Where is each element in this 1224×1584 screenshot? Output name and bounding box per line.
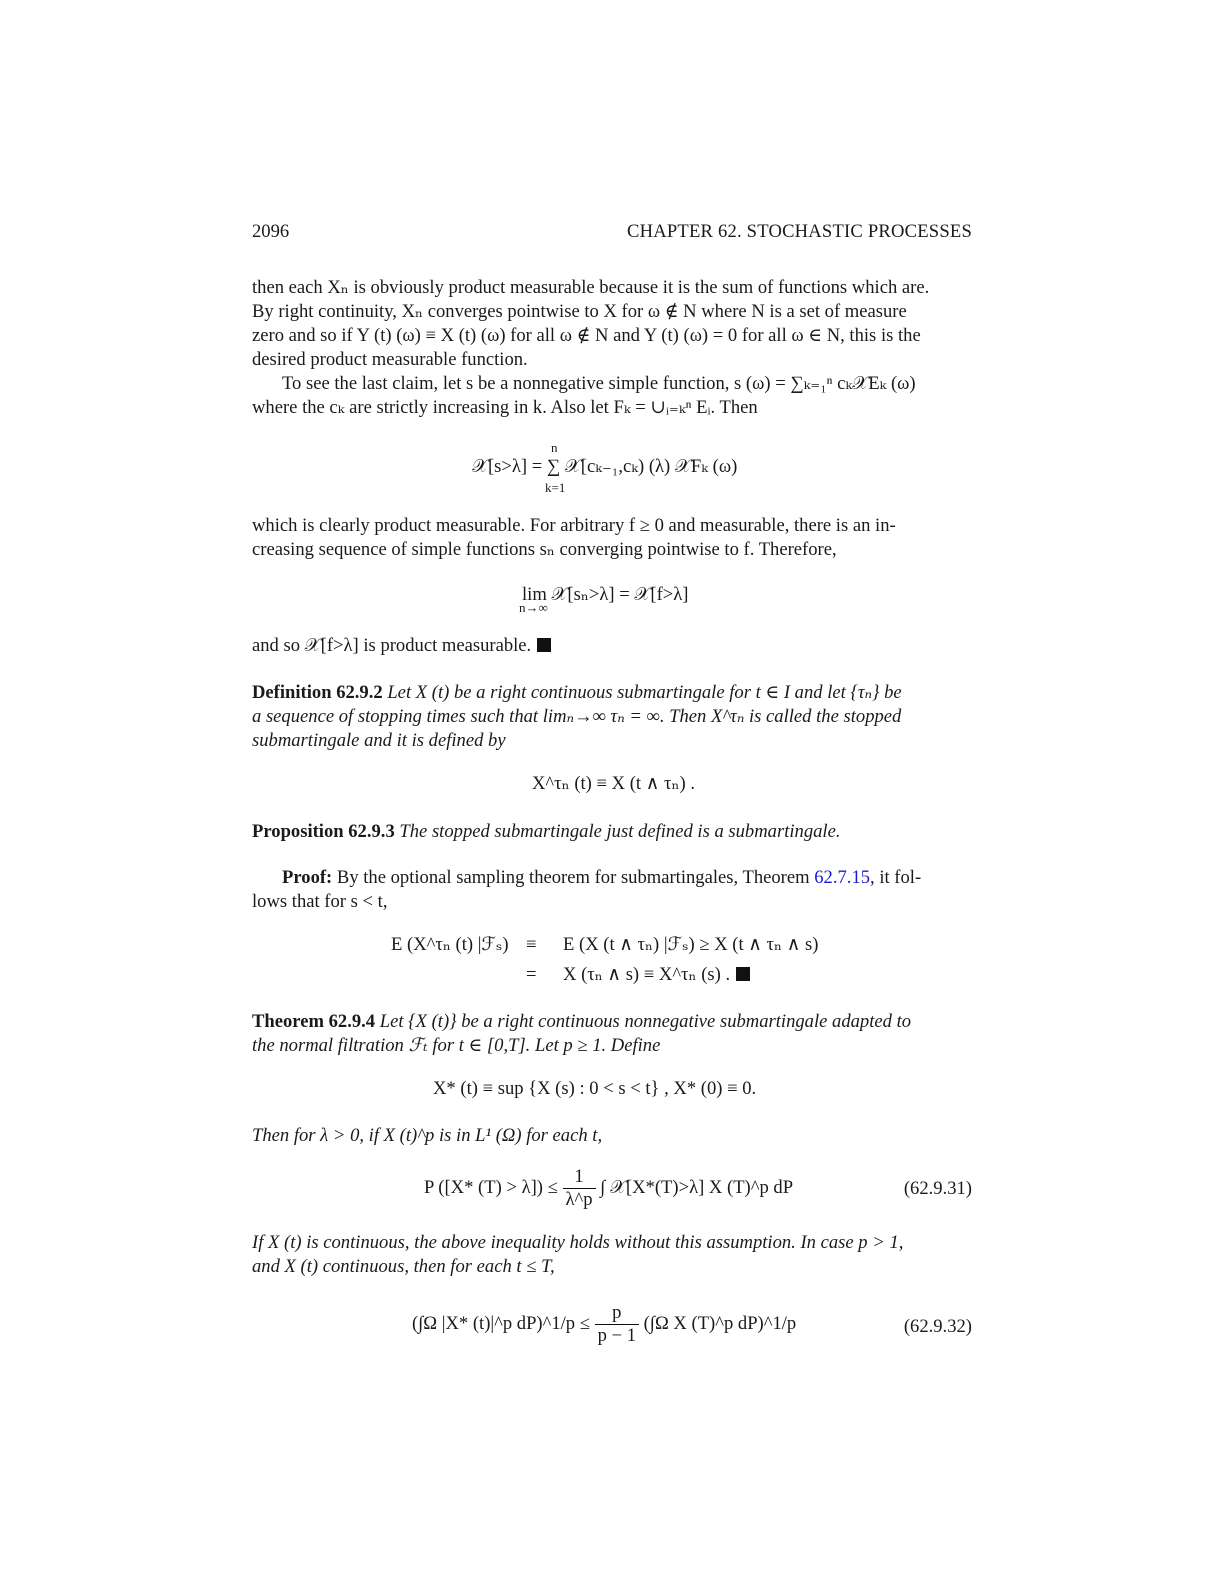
limit-subscript: n→∞ xyxy=(519,600,548,615)
para2-line2: where the cₖ are strictly increasing in k. Also let Fₖ = ∪ᵢ₌ₖⁿ Eᵢ. Then xyxy=(252,397,758,418)
definition-equation: X^τₙ (t) ≡ X (t ∧ τₙ) . xyxy=(532,773,695,794)
proof-line2: lows that for s < t, xyxy=(252,891,388,912)
proof-row1-left: E (X^τₙ (t) |ℱₛ) xyxy=(391,934,509,955)
proof-row2-op: = xyxy=(526,964,537,985)
para4-text: and so 𝒳[f>λ] is product measurable. xyxy=(252,635,532,656)
proposition-label: Proposition 62.9.3 xyxy=(252,821,395,842)
para1-line4: desired product measurable function. xyxy=(252,349,528,370)
theorem-line5: and X (t) continuous, then for each t ≤ T, xyxy=(252,1256,555,1277)
theorem-line3: Then for λ > 0, if X (t)^p is in L¹ (Ω) for each t, xyxy=(252,1125,603,1146)
definition-label: Definition 62.9.2 xyxy=(252,682,383,703)
para1-line3: zero and so if Y (t) (ω) ≡ X (t) (ω) for all ω ∉ N and Y (t) (ω) = 0 for all ω ∈ N, this is the xyxy=(252,325,921,346)
eq31 xyxy=(424,1166,793,1211)
proof-qed-symbol xyxy=(736,967,750,981)
eq31-frac-numerator: 1 xyxy=(563,1166,596,1189)
proof-line1 xyxy=(282,866,972,890)
page-number: 2096 xyxy=(252,221,290,242)
para1-line1: then each Xₙ is obviously product measurable because it is the sum of functions which are. xyxy=(252,277,930,298)
proposition-text: The stopped submartingale just defined is a submartingale. xyxy=(399,821,841,842)
eq32-left: (∫Ω |X* (t)|^p dP)^1/p ≤ xyxy=(412,1312,590,1334)
eq32-fraction xyxy=(595,1302,639,1347)
eq31-fraction xyxy=(563,1166,596,1211)
theorem-reference-link[interactable]: 62.7.15 xyxy=(814,867,871,888)
definition-text1: Let X (t) be a right continuous submartingale for t ∈ I and let {τₙ} be xyxy=(387,682,902,703)
para4-line xyxy=(252,634,972,658)
equation-sum: 𝒳[s>λ] = ∑ 𝒳[cₖ₋₁,cₖ) (λ) 𝒳Fₖ (ω) xyxy=(472,456,738,477)
sum-lower-limit: k=1 xyxy=(545,480,566,495)
equation-limit: lim 𝒳[sₙ>λ] = 𝒳[f>λ] xyxy=(522,584,689,605)
sum-upper-limit: n xyxy=(551,440,558,455)
eq31-left: P ([X* (T) > λ]) ≤ xyxy=(424,1176,558,1198)
proof-row1-op: ≡ xyxy=(526,934,537,955)
theorem-sup-definition: X* (t) ≡ sup {X (s) : 0 < s < t} , X* (0) ≡ 0. xyxy=(433,1078,757,1099)
proof-text1b: , it fol- xyxy=(870,867,922,888)
definition-line1 xyxy=(252,681,972,705)
chapter-title: CHAPTER 62. STOCHASTIC PROCESSES xyxy=(627,221,972,242)
eq32-frac-numerator: p xyxy=(595,1302,639,1325)
eq32-frac-denominator: p − 1 xyxy=(597,1325,637,1346)
eq31-frac-denominator: λ^p xyxy=(565,1189,593,1210)
proof-text1a: By the optional sampling theorem for submartingales, Theorem xyxy=(336,867,810,888)
proof-row2-right: X (τₙ ∧ s) ≡ X^τₙ (s) . xyxy=(563,964,731,985)
proof-label: Proof: xyxy=(282,867,333,888)
eq32-number: (62.9.32) xyxy=(903,1316,972,1337)
definition-line2: a sequence of stopping times such that limₙ→∞ τₙ = ∞. Then X^τₙ is called the stopped xyxy=(252,706,902,727)
proposition-line xyxy=(252,820,972,844)
eq31-number: (62.9.31) xyxy=(903,1178,972,1199)
para1-line2: By right continuity, Xₙ converges pointwise to X for ω ∉ N where N is a set of measure xyxy=(252,301,907,322)
proof-row1-right: E (X (t ∧ τₙ) |ℱₛ) ≥ X (t ∧ τₙ ∧ s) xyxy=(563,934,819,955)
theorem-text1: Let {X (t)} be a right continuous nonnegative submartingale adapted to xyxy=(379,1011,912,1032)
theorem-line2: the normal filtration ℱₜ for t ∈ [0,T]. Let p ≥ 1. Define xyxy=(252,1035,661,1056)
definition-line3: submartingale and it is defined by xyxy=(252,730,506,751)
eq31-right: ∫ 𝒳[X*(T)>λ] X (T)^p dP xyxy=(600,1176,794,1198)
para3-line1: which is clearly product measurable. For arbitrary f ≥ 0 and measurable, there is an in- xyxy=(252,515,896,536)
eq32-right: (∫Ω X (T)^p dP)^1/p xyxy=(643,1312,797,1334)
proof-row2 xyxy=(563,964,750,986)
para2-line1: To see the last claim, let s be a nonnegative simple function, s (ω) = ∑ₖ₌₁ⁿ cₖ𝒳Eₖ (ω) xyxy=(282,373,916,394)
qed-symbol xyxy=(537,638,551,652)
para3-line2: creasing sequence of simple functions sₙ converging pointwise to f. Therefore, xyxy=(252,539,837,560)
theorem-label: Theorem 62.9.4 xyxy=(252,1011,376,1032)
theorem-line1 xyxy=(252,1010,972,1034)
eq32 xyxy=(412,1302,796,1347)
theorem-line4: If X (t) is continuous, the above inequality holds without this assumption. In case p > 1, xyxy=(252,1232,904,1253)
